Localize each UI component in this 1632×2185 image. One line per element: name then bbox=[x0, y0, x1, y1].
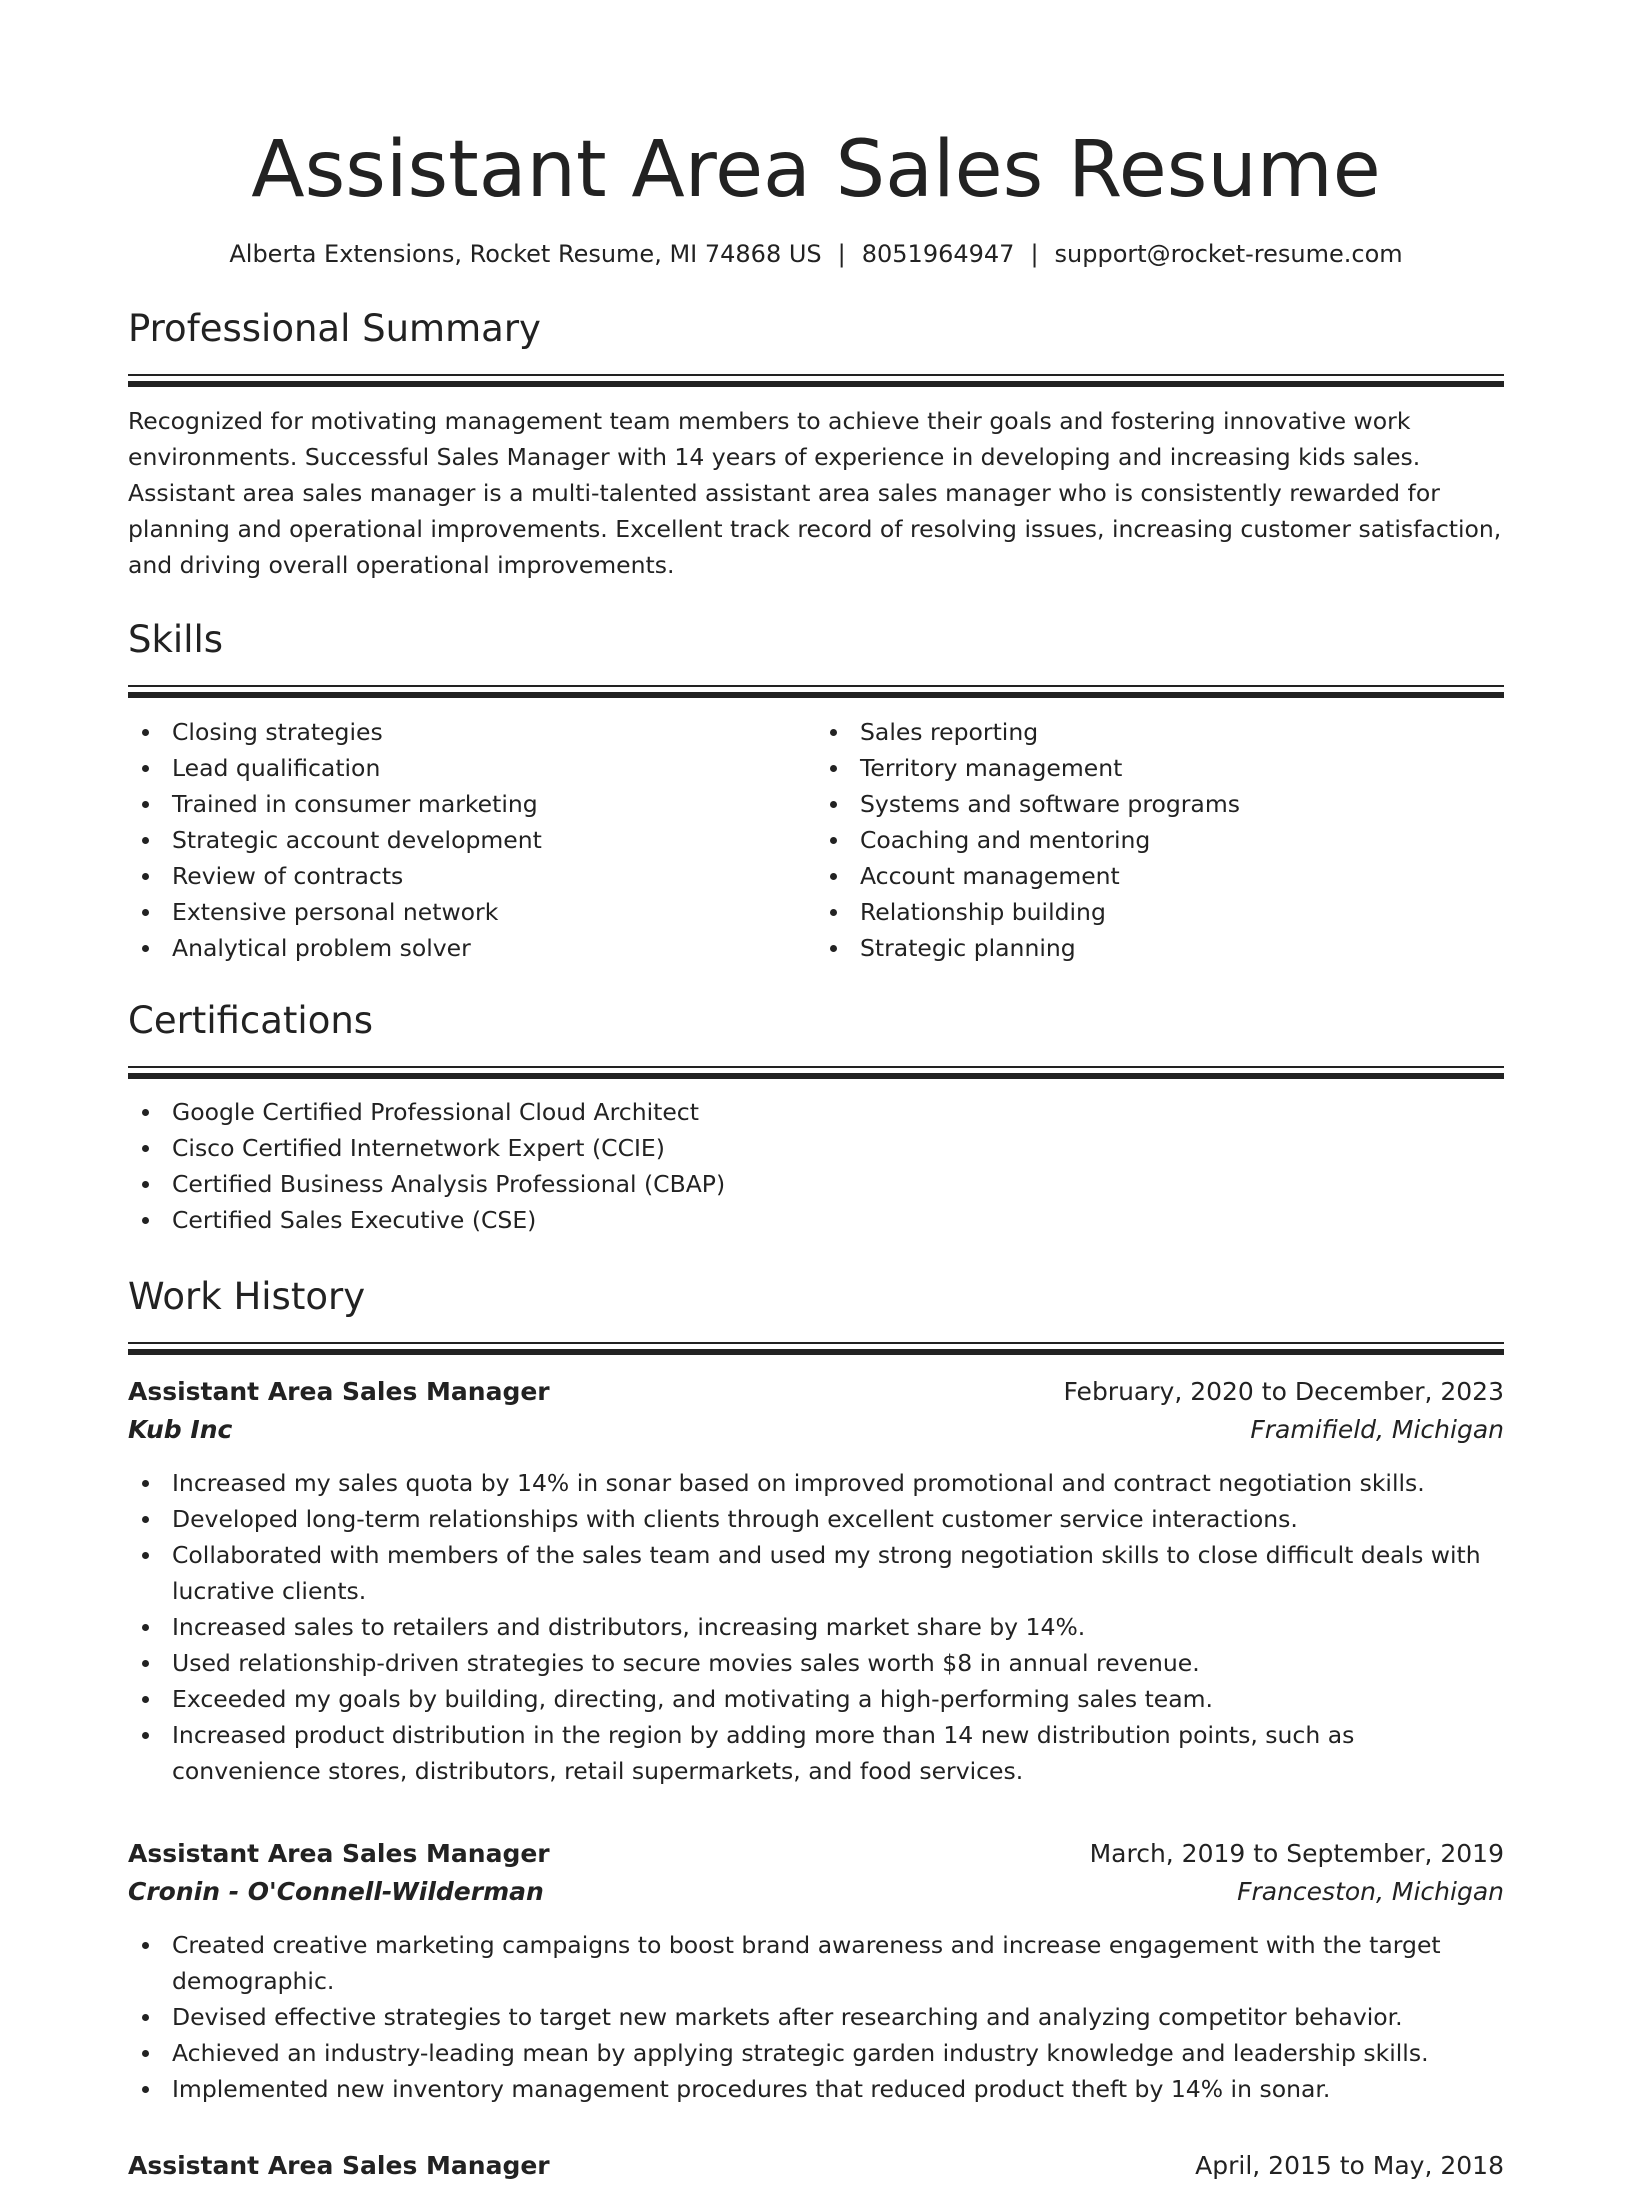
job-company: Kub Inc bbox=[128, 1415, 233, 1444]
skills-columns bbox=[128, 714, 1504, 966]
skill-item: Relationship building bbox=[816, 894, 1504, 930]
section-title-skills: Skills bbox=[128, 618, 224, 661]
job-location: Franceston, Michigan bbox=[1237, 1877, 1504, 1906]
section-title-summary: Professional Summary bbox=[128, 307, 541, 350]
skills-list-right bbox=[816, 714, 1504, 966]
summary-section bbox=[128, 306, 1504, 583]
section-rule-thick bbox=[128, 692, 1504, 698]
job-bullet: Exceeded my goals by building, directing, and motivating a high-performing sales team. bbox=[128, 1681, 1504, 1717]
section-rule-thick bbox=[128, 1349, 1504, 1355]
job-bullet: Increased my sales quota by 14% in sonar based on improved promotional and contract negotiation skills. bbox=[128, 1465, 1504, 1501]
section-rule bbox=[128, 1342, 1504, 1344]
section-rule-thick bbox=[128, 381, 1504, 387]
skill-item: Lead qualification bbox=[128, 750, 816, 786]
job-bullets bbox=[128, 1927, 1504, 2107]
job-subheader bbox=[128, 1873, 1504, 1911]
skill-item: Territory management bbox=[816, 750, 1504, 786]
contact-line bbox=[128, 238, 1504, 270]
section-rule bbox=[128, 374, 1504, 376]
section-title-work-history: Work History bbox=[128, 1275, 366, 1318]
job-bullet: Increased product distribution in the region by adding more than 14 new distribution points, such as convenience stores, distributors, retail supermarkets, and food services. bbox=[128, 1717, 1504, 1789]
job-subheader bbox=[128, 1411, 1504, 1449]
skill-item: Strategic planning bbox=[816, 930, 1504, 966]
section-rule bbox=[128, 1066, 1504, 1068]
skill-item: Coaching and mentoring bbox=[816, 822, 1504, 858]
job-bullet: Created creative marketing campaigns to boost brand awareness and increase engagement with the target demographic. bbox=[128, 1927, 1504, 1999]
resume-page bbox=[128, 0, 1504, 2185]
job-dates: February, 2020 to December, 2023 bbox=[1063, 1377, 1504, 1406]
job-entry bbox=[128, 1373, 1504, 1789]
skill-item: Extensive personal network bbox=[128, 894, 816, 930]
skill-item: Trained in consumer marketing bbox=[128, 786, 816, 822]
skill-item: Sales reporting bbox=[816, 714, 1504, 750]
job-bullet: Increased sales to retailers and distributors, increasing market share by 14%. bbox=[128, 1609, 1504, 1645]
job-bullet: Developed long-term relationships with clients through excellent customer service interactions. bbox=[128, 1501, 1504, 1537]
job-bullet: Collaborated with members of the sales team and used my strong negotiation skills to close difficult deals with lucrative clients. bbox=[128, 1537, 1504, 1609]
contact-phone: 8051964947 bbox=[861, 240, 1015, 268]
job-title: Assistant Area Sales Manager bbox=[128, 1839, 550, 1868]
certifications-list bbox=[128, 1094, 1504, 1238]
skills-list-left bbox=[128, 714, 816, 966]
job-bullet: Used relationship-driven strategies to secure movies sales worth $8 in annual revenue. bbox=[128, 1645, 1504, 1681]
job-header bbox=[128, 1835, 1504, 1873]
job-entry bbox=[128, 1835, 1504, 2107]
contact-separator: | bbox=[1030, 240, 1039, 268]
job-dates: April, 2015 to May, 2018 bbox=[1195, 2151, 1504, 2180]
skill-item: Account management bbox=[816, 858, 1504, 894]
contact-email: support@rocket-resume.com bbox=[1054, 240, 1403, 268]
skill-item: Analytical problem solver bbox=[128, 930, 816, 966]
certification-item: Certified Sales Executive (CSE) bbox=[128, 1202, 1504, 1238]
work-history-section bbox=[128, 1274, 1504, 2185]
skill-item: Strategic account development bbox=[128, 822, 816, 858]
skill-item: Systems and software programs bbox=[816, 786, 1504, 822]
job-bullet: Implemented new inventory management procedures that reduced product theft by 14% in sonar. bbox=[128, 2071, 1504, 2107]
job-bullet: Achieved an industry-leading mean by applying strategic garden industry knowledge and leadership skills. bbox=[128, 2035, 1504, 2071]
contact-address: Alberta Extensions, Rocket Resume, MI 74868 US bbox=[229, 240, 822, 268]
section-title-certifications: Certifications bbox=[128, 999, 374, 1042]
certification-item: Certified Business Analysis Professional (CBAP) bbox=[128, 1166, 1504, 1202]
summary-text: Recognized for motivating management team members to achieve their goals and fostering innovative work environments. Successful Sales Manager with 14 years of experience in developing and increasing kids sales. Assistant area sales manager is a multi-talented assistant area sales manager who is consistently rewarded for planning and operational improvements. Excellent track record of resolving issues, increasing customer satisfaction, and driving overall operational improvements. bbox=[128, 407, 1502, 579]
certifications-section bbox=[128, 998, 1504, 1238]
job-bullets bbox=[128, 1465, 1504, 1789]
job-header bbox=[128, 1373, 1504, 1411]
skill-item: Closing strategies bbox=[128, 714, 816, 750]
job-location: Framifield, Michigan bbox=[1250, 1415, 1504, 1444]
section-rule-thick bbox=[128, 1073, 1504, 1079]
job-dates: March, 2019 to September, 2019 bbox=[1089, 1839, 1504, 1868]
skill-item: Review of contracts bbox=[128, 858, 816, 894]
job-entry bbox=[128, 2147, 1504, 2185]
certification-item: Cisco Certified Internetwork Expert (CCIE) bbox=[128, 1130, 1504, 1166]
job-bullet: Devised effective strategies to target new markets after researching and analyzing competitor behavior. bbox=[128, 1999, 1504, 2035]
job-title: Assistant Area Sales Manager bbox=[128, 2151, 550, 2180]
skills-section bbox=[128, 617, 1504, 966]
certification-item: Google Certified Professional Cloud Architect bbox=[128, 1094, 1504, 1130]
job-company: Cronin - O'Connell-Wilderman bbox=[128, 1877, 544, 1906]
section-rule bbox=[128, 685, 1504, 687]
resume-title: Assistant Area Sales Resume bbox=[251, 125, 1381, 215]
job-title: Assistant Area Sales Manager bbox=[128, 1377, 550, 1406]
contact-separator: | bbox=[837, 240, 846, 268]
job-header bbox=[128, 2147, 1504, 2185]
